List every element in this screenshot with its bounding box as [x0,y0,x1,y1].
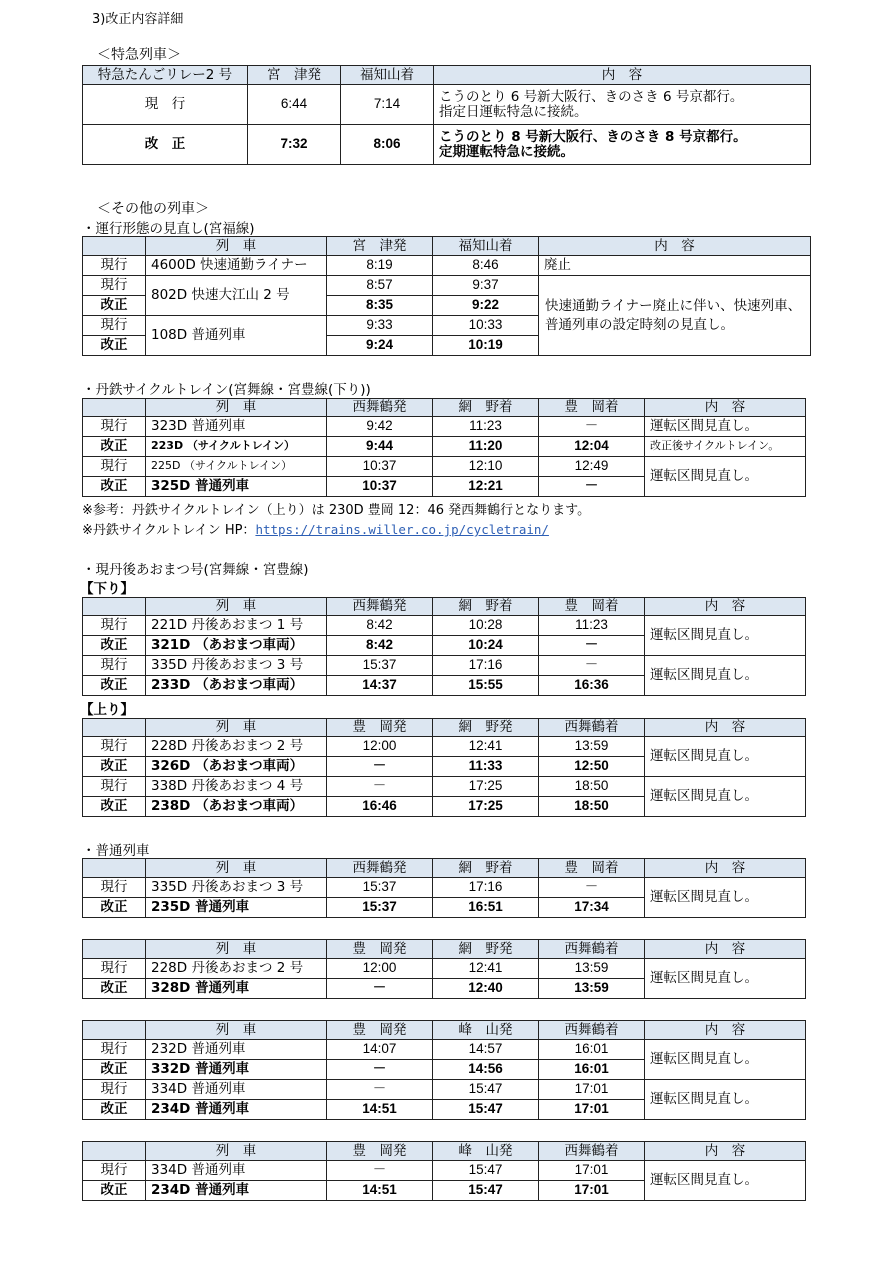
header-cell: 列 車 [146,859,327,878]
express-heading: ＜特急列車＞ [97,47,181,63]
train-name: 334D 普通列車 [146,1080,327,1100]
content-cell: 運転区間見直し。 [645,616,806,656]
header-cell: 福知山着 [433,237,539,256]
row-label: 改正 [83,676,146,696]
departure-time: 7:32 [248,125,341,165]
content-cell: 運転区間見直し。 [645,959,806,999]
time-cell: － [327,1060,433,1080]
time-cell: 12:49 [539,457,645,477]
row-label: 現行 [83,1080,146,1100]
time-cell: － [539,636,645,656]
train-name: 228D 丹後あおまつ 2 号 [146,737,327,757]
train-name: 238D （あおまつ車両） [146,797,327,817]
departure-time: 9:33 [327,316,433,336]
time-cell: 12:41 [433,959,539,979]
other-heading: ＜その他の列車＞ [97,201,209,217]
time-cell: 12:41 [433,737,539,757]
time-cell: 10:37 [327,457,433,477]
time-cell: 14:07 [327,1040,433,1060]
train-name: 4600D 快速通勤ライナー [146,256,327,276]
header-cell: 内 容 [539,237,811,256]
content-cell: 運転区間見直し。 [645,777,806,817]
row-label: 改正 [83,1181,146,1201]
row-label: 現行 [83,276,146,296]
row-label: 現行 [83,1161,146,1181]
table-row [83,125,811,165]
cycle-table [82,398,806,497]
table-row [83,777,806,797]
header-cell: 内 容 [645,1021,806,1040]
row-label: 改正 [83,477,146,497]
time-cell: 10:37 [327,477,433,497]
homepage-line [82,519,549,538]
time-cell: 8:42 [327,636,433,656]
header-cell: 峰 山発 [433,1142,539,1161]
row-label: 現行 [83,1040,146,1060]
table-row [83,437,806,457]
header-cell: 西舞鶴着 [539,940,645,959]
content-cell: 廃止 [539,256,811,276]
header-cell: 網 野着 [433,399,539,417]
row-label: 現行 [83,316,146,336]
content-line: こうのとり 6 号新大阪行、きのさき 6 号京都行。 [439,88,744,105]
content-cell: 運転区間見直し。 [645,1080,806,1120]
train-name: 223D （サイクルトレイン） [146,437,327,457]
time-cell: 15:47 [433,1080,539,1100]
table-row [83,878,806,898]
table-row [83,256,811,276]
header-cell [83,859,146,878]
header-cell [83,399,146,417]
row-label: 現行 [83,256,146,276]
table-row [83,1040,806,1060]
arrival-time: 9:37 [433,276,539,296]
row-label: 現行 [83,656,146,676]
header-cell [83,940,146,959]
content-line: 定期運転特急に接続。 [439,143,574,160]
time-cell: － [327,777,433,797]
content-cell: 運転区間見直し。 [645,737,806,777]
train-name: 234D 普通列車 [146,1181,327,1201]
header-cell: 西舞鶴発 [327,598,433,616]
header-cell: 内 容 [434,66,811,85]
header-cell: 西舞鶴着 [539,719,645,737]
time-cell: 17:01 [539,1161,645,1181]
header-cell: 列 車 [146,1021,327,1040]
time-cell: 10:24 [433,636,539,656]
header-cell: 列 車 [146,399,327,417]
time-cell: 11:33 [433,757,539,777]
reference-note: ※参考：丹鉄サイクルトレイン（上り）は 230D 豊岡 12：46 発西舞鶴行となります。 [82,503,591,518]
header-cell: 列 車 [146,719,327,737]
time-cell: 17:01 [539,1181,645,1201]
time-cell: 12:40 [433,979,539,999]
time-cell: 17:16 [433,878,539,898]
arrival-time: 10:19 [433,336,539,356]
table-row [83,737,806,757]
train-name: 335D 丹後あおまつ 3 号 [146,878,327,898]
header-cell: 内 容 [645,399,806,417]
content-cell: 快速通勤ライナー廃止に伴い、快速列車、普通列車の設定時刻の見直し。 [539,276,811,356]
header-cell: 列 車 [146,598,327,616]
content-cell: 運転区間見直し。 [645,417,806,437]
time-cell: 15:47 [433,1161,539,1181]
time-cell: － [539,656,645,676]
table-row [83,959,806,979]
time-cell: 12:00 [327,737,433,757]
row-label: 改 正 [83,125,248,165]
row-label: 改正 [83,636,146,656]
header-cell: 福知山着 [341,66,434,85]
header-cell: 豊 岡発 [327,1142,433,1161]
local-table-2 [82,939,806,999]
content-cell: 運転区間見直し。 [645,656,806,696]
train-name: 335D 丹後あおまつ 3 号 [146,656,327,676]
express-table [82,65,811,165]
train-name: 234D 普通列車 [146,1100,327,1120]
content-line: こうのとり 8 号新大阪行、きのさき 8 号京都行。 [439,128,747,145]
time-cell: 15:37 [327,878,433,898]
table-row [83,656,806,676]
train-name: 325D 普通列車 [146,477,327,497]
table-row [83,85,811,125]
time-cell: － [539,417,645,437]
header-cell: 豊 岡発 [327,719,433,737]
time-cell: 14:51 [327,1181,433,1201]
header-cell: 西舞鶴発 [327,859,433,878]
header-cell: 豊 岡発 [327,940,433,959]
time-cell: 11:23 [433,417,539,437]
row-label: 現行 [83,737,146,757]
time-cell: 12:21 [433,477,539,497]
train-name: 108D 普通列車 [146,316,327,356]
time-cell: 14:51 [327,1100,433,1120]
miyafuku-table [82,236,811,356]
header-cell: 網 野発 [433,719,539,737]
time-cell: 15:55 [433,676,539,696]
header-cell: 列 車 [146,237,327,256]
arrival-time: 9:22 [433,296,539,316]
time-cell: 11:23 [539,616,645,636]
time-cell: 10:28 [433,616,539,636]
header-cell: 宮 津発 [327,237,433,256]
departure-time: 6:44 [248,85,341,125]
row-label: 現 行 [83,85,248,125]
header-cell: 網 野発 [433,940,539,959]
content-cell: 運転区間見直し。 [645,1040,806,1080]
row-label: 改正 [83,979,146,999]
header-cell: 西舞鶴発 [327,399,433,417]
train-name: 235D 普通列車 [146,898,327,918]
row-label: 改正 [83,757,146,777]
header-cell: 列 車 [146,1142,327,1161]
up-label: 【上り】 [80,702,134,718]
time-cell: 18:50 [539,777,645,797]
content-cell: 運転区間見直し。 [645,1161,806,1201]
header-cell: 内 容 [645,1142,806,1161]
time-cell: 9:44 [327,437,433,457]
time-cell: － [327,1161,433,1181]
header-cell: 内 容 [645,719,806,737]
local-table-4 [82,1141,806,1201]
time-cell: 15:47 [433,1100,539,1120]
header-cell: 豊 岡着 [539,598,645,616]
time-cell: 16:01 [539,1060,645,1080]
header-cell [83,1142,146,1161]
time-cell: 8:42 [327,616,433,636]
header-cell: 内 容 [645,859,806,878]
row-label: 改正 [83,296,146,316]
row-label: 現行 [83,777,146,797]
row-label: 改正 [83,437,146,457]
header-cell: 網 野着 [433,598,539,616]
content-cell: 改正後サイクルトレイン。 [645,437,806,457]
header-cell: 豊 岡発 [327,1021,433,1040]
content-line: 指定日運転特急に接続。 [439,103,588,120]
departure-time: 9:24 [327,336,433,356]
table-row [83,417,806,437]
table-row [83,457,806,477]
time-cell: － [327,979,433,999]
time-cell: 14:57 [433,1040,539,1060]
time-cell: － [327,757,433,777]
homepage-label: ※丹鉄サイクルトレイン HP： [82,523,256,538]
aomatsu-down-table [82,597,806,696]
header-cell [83,1021,146,1040]
row-label: 現行 [83,417,146,437]
time-cell: 18:50 [539,797,645,817]
table-row [83,1161,806,1181]
row-label: 現行 [83,959,146,979]
row-label: 改正 [83,797,146,817]
table-row [83,1080,806,1100]
time-cell: 17:16 [433,656,539,676]
train-name: 328D 普通列車 [146,979,327,999]
row-label: 現行 [83,878,146,898]
time-cell: － [327,1080,433,1100]
content-cell [434,125,811,165]
time-cell: 11:20 [433,437,539,457]
row-label: 改正 [83,898,146,918]
time-cell: 13:59 [539,979,645,999]
time-cell: 14:56 [433,1060,539,1080]
cycle-caption: ・丹鉄サイクルトレイン(宮舞線・宮豊線(下り)) [82,382,371,398]
down-label: 【下り】 [80,581,134,597]
train-name: 323D 普通列車 [146,417,327,437]
arrival-time: 8:46 [433,256,539,276]
time-cell: 13:59 [539,737,645,757]
time-cell: 17:01 [539,1080,645,1100]
departure-time: 8:35 [327,296,433,316]
time-cell: 12:00 [327,959,433,979]
header-cell [83,237,146,256]
local-table-1 [82,858,806,918]
content-cell: 運転区間見直し。 [645,878,806,918]
section-title: 3)改正内容詳細 [92,12,184,27]
train-name: 221D 丹後あおまつ 1 号 [146,616,327,636]
local-table-3 [82,1020,806,1120]
row-label: 改正 [83,336,146,356]
train-name: 233D （あおまつ車両） [146,676,327,696]
homepage-link[interactable]: https://trains.willer.co.jp/cycletrain/ [255,522,549,537]
time-cell: 15:47 [433,1181,539,1201]
header-cell: 網 野着 [433,859,539,878]
header-cell [83,598,146,616]
aomatsu-caption: ・現丹後あおまつ号(宮舞線・宮豊線) [82,562,309,578]
time-cell: 12:10 [433,457,539,477]
train-name: 225D （サイクルトレイン） [146,457,327,477]
local-caption: ・普通列車 [82,843,150,859]
time-cell: 16:46 [327,797,433,817]
time-cell: 17:34 [539,898,645,918]
time-cell: 15:37 [327,898,433,918]
header-cell [83,719,146,737]
time-cell: 17:25 [433,797,539,817]
train-name: 321D （あおまつ車両） [146,636,327,656]
time-cell: 17:25 [433,777,539,797]
time-cell: 16:01 [539,1040,645,1060]
content-cell: 運転区間見直し。 [645,457,806,497]
time-cell: 16:51 [433,898,539,918]
header-cell: 宮 津発 [248,66,341,85]
miyafuku-caption: ・運行形態の見直し(宮福線) [82,221,255,237]
train-name: 802D 快速大江山 2 号 [146,276,327,316]
time-cell: 16:36 [539,676,645,696]
train-name: 232D 普通列車 [146,1040,327,1060]
row-label: 改正 [83,1060,146,1080]
departure-time: 8:19 [327,256,433,276]
time-cell: － [539,878,645,898]
row-label: 現行 [83,616,146,636]
header-cell: 西舞鶴着 [539,1021,645,1040]
content-cell [434,85,811,125]
time-cell: 12:04 [539,437,645,457]
header-cell: 列 車 [146,940,327,959]
header-cell: 特急たんごリレー2 号 [83,66,248,85]
time-cell: 15:37 [327,656,433,676]
train-name: 326D （あおまつ車両） [146,757,327,777]
arrival-time: 7:14 [341,85,434,125]
departure-time: 8:57 [327,276,433,296]
train-name: 332D 普通列車 [146,1060,327,1080]
header-cell: 内 容 [645,598,806,616]
table-row [83,616,806,636]
header-cell: 内 容 [645,940,806,959]
time-cell: 12:50 [539,757,645,777]
header-cell: 豊 岡着 [539,399,645,417]
header-cell: 豊 岡着 [539,859,645,878]
train-name: 334D 普通列車 [146,1161,327,1181]
time-cell: 17:01 [539,1100,645,1120]
table-row [83,276,811,296]
header-cell: 西舞鶴着 [539,1142,645,1161]
arrival-time: 10:33 [433,316,539,336]
row-label: 改正 [83,1100,146,1120]
train-name: 338D 丹後あおまつ 4 号 [146,777,327,797]
header-cell: 峰 山発 [433,1021,539,1040]
time-cell: 9:42 [327,417,433,437]
time-cell: 14:37 [327,676,433,696]
train-name: 228D 丹後あおまつ 2 号 [146,959,327,979]
arrival-time: 8:06 [341,125,434,165]
aomatsu-up-table [82,718,806,817]
time-cell: 13:59 [539,959,645,979]
row-label: 現行 [83,457,146,477]
time-cell: － [539,477,645,497]
